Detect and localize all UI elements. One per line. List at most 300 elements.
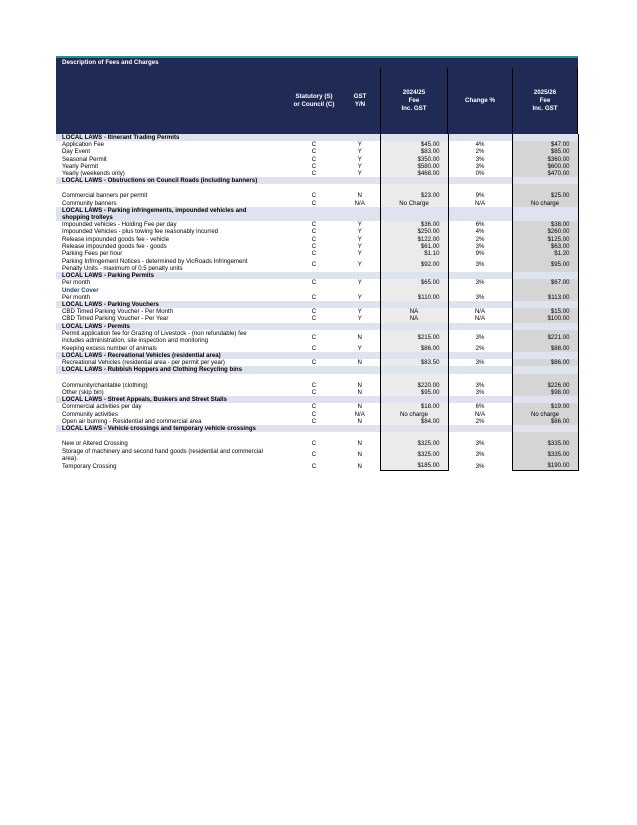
fee-description	[56, 170, 288, 177]
fee-2024-25-cell: $350.00	[380, 156, 448, 163]
fee-row	[56, 462, 578, 470]
fee-description-text: Per month	[62, 293, 91, 301]
fee-2025-26-cell	[512, 184, 578, 192]
empty-cell	[448, 366, 512, 373]
section-header-row	[56, 396, 578, 403]
fee-row	[56, 228, 578, 235]
change-percent-cell: 3%	[475, 359, 485, 367]
change-percent-cell: N/A	[474, 308, 486, 316]
empty-cell	[288, 366, 340, 373]
empty-cell	[288, 207, 340, 221]
header-statutory	[288, 68, 340, 134]
empty-cell	[56, 432, 288, 440]
change-percent-cell: 3%	[475, 155, 485, 163]
empty-cell	[448, 184, 512, 192]
gst-cell: Y	[357, 228, 362, 236]
empty-cell	[340, 323, 380, 330]
header-fee-2025-26-line2: Fee	[539, 97, 551, 104]
empty-cell	[288, 272, 340, 279]
fee-2025-26-cell: $100.00	[512, 315, 578, 322]
fee-2024-25-cell: $325.00	[380, 447, 448, 462]
fee-2024-25-cell	[380, 425, 448, 432]
fee-2025-26-cell: $98.00	[512, 389, 578, 396]
empty-cell	[340, 184, 380, 192]
section-title	[56, 134, 288, 141]
fee-2024-25-cell: $36.00	[380, 221, 448, 228]
fee-row	[56, 163, 578, 170]
section-header-row	[56, 207, 578, 221]
change-percent-cell: 3%	[475, 279, 485, 287]
gst-cell: Y	[357, 344, 362, 352]
header-gst-line2: Y/N	[354, 101, 366, 108]
section-header-row	[56, 177, 578, 184]
fee-2024-25-cell: $110.00	[380, 294, 448, 301]
statutory-cell: C	[311, 141, 317, 149]
fee-2025-26-cell: $226.00	[512, 382, 578, 389]
empty-cell	[340, 207, 380, 221]
fee-2025-26-cell	[512, 366, 578, 373]
statutory-cell: C	[311, 279, 317, 287]
gst-cell: Y	[357, 148, 362, 156]
subheading-row	[56, 287, 578, 294]
section-title-text: LOCAL LAWS - Permits	[62, 322, 130, 330]
gst-cell: N	[357, 440, 362, 448]
section-title-text: LOCAL LAWS - Itinerant Trading Permits	[62, 134, 180, 141]
section-title-text: LOCAL LAWS - Obstructions on Council Roads (including banners)	[62, 177, 258, 185]
statutory-cell: C	[311, 162, 317, 170]
fee-2024-25-cell	[380, 396, 448, 403]
empty-cell	[448, 287, 512, 294]
gst-cell: N	[357, 333, 362, 341]
fee-2025-26-cell	[512, 323, 578, 330]
empty-cell	[448, 207, 512, 221]
fee-description-text: CBD Timed Parking Voucher - Per Month	[62, 308, 174, 316]
empty-cell	[340, 396, 380, 403]
fee-row	[56, 447, 578, 462]
header-gst	[340, 68, 380, 134]
fee-description-text: Keeping excess number of animals	[62, 344, 157, 352]
fee-2025-26-cell: $88.00	[512, 345, 578, 352]
section-header-row	[56, 352, 578, 359]
fee-2025-26-cell	[512, 272, 578, 279]
spacer-row	[56, 432, 578, 440]
section-header-row	[56, 272, 578, 279]
fee-2024-25-cell: $250.00	[380, 228, 448, 235]
fees-table	[56, 56, 578, 471]
change-percent-cell: 2%	[475, 344, 485, 352]
fee-2024-25-cell	[380, 366, 448, 373]
fee-description-text-line2: area).	[62, 454, 78, 462]
fee-row	[56, 243, 578, 250]
fee-description	[56, 403, 288, 410]
fee-2025-26-cell: $15.00	[512, 308, 578, 315]
change-percent-cell: 3%	[475, 333, 485, 341]
fee-row	[56, 141, 578, 148]
fee-description	[56, 440, 288, 447]
change-percent-cell: 3%	[475, 388, 485, 396]
fee-description-text: Community banners	[62, 199, 117, 207]
fee-description	[56, 257, 288, 272]
gst-cell: N	[357, 417, 362, 425]
statutory-cell: C	[311, 192, 317, 200]
fee-2024-25-cell: $122.00	[380, 236, 448, 243]
change-percent-cell: 6%	[475, 221, 485, 229]
subheading-text: Under Cover	[62, 286, 99, 294]
fee-2024-25-cell: $23.00	[380, 192, 448, 199]
fee-2024-25-cell: $18.00	[380, 403, 448, 410]
empty-cell	[288, 134, 340, 141]
change-percent-cell: 3%	[475, 451, 485, 459]
gst-cell: Y	[357, 308, 362, 316]
fee-row	[56, 440, 578, 447]
fee-description-text: Parking Infringement Notices - determined by VicRoads Infringement	[62, 257, 248, 265]
change-percent-cell: 4%	[475, 228, 485, 236]
fee-description	[56, 279, 288, 286]
fee-description-text: Day Event	[62, 148, 91, 156]
fee-2024-25-cell: $83.50	[380, 359, 448, 366]
fee-description-text: Yearly Permit	[62, 162, 99, 170]
gst-cell: N	[357, 403, 362, 411]
change-percent-cell: 2%	[475, 235, 485, 243]
gst-cell: Y	[357, 162, 362, 170]
fee-row	[56, 294, 578, 301]
fee-row	[56, 345, 578, 352]
header-fee-2024-25	[380, 68, 448, 134]
empty-cell	[340, 272, 380, 279]
header-fee-2024-25-line3: Inc. GST	[401, 105, 427, 112]
fee-description	[56, 308, 288, 315]
empty-cell	[288, 301, 340, 308]
statutory-cell: C	[311, 403, 317, 411]
fee-2024-25-cell: $220.00	[380, 382, 448, 389]
fee-description	[56, 163, 288, 170]
fee-description	[56, 228, 288, 235]
fee-description-text: Community/charitable (clothing)	[62, 381, 148, 389]
fee-description	[56, 243, 288, 250]
statutory-cell: C	[311, 417, 317, 425]
fee-2024-25-cell	[380, 134, 448, 141]
statutory-cell: C	[311, 235, 317, 243]
fee-2024-25-cell	[380, 301, 448, 308]
fee-description	[56, 382, 288, 389]
gst-cell: N	[357, 381, 362, 389]
statutory-cell: C	[311, 228, 317, 236]
header-fee-2024-25-line1: 2024/25	[402, 89, 426, 96]
change-percent-cell: 2%	[475, 417, 485, 425]
fee-row	[56, 156, 578, 163]
fee-2024-25-cell: $325.00	[380, 440, 448, 447]
fee-description	[56, 200, 288, 207]
fee-description	[56, 315, 288, 322]
fee-row	[56, 257, 578, 272]
fee-description	[56, 462, 288, 470]
empty-cell	[448, 323, 512, 330]
empty-cell	[448, 352, 512, 359]
fee-row	[56, 148, 578, 155]
statutory-cell: C	[311, 199, 317, 207]
fee-2024-25-cell	[380, 177, 448, 184]
section-title	[56, 425, 288, 432]
fee-2024-25-cell: $468.00	[380, 170, 448, 177]
change-percent-cell: N/A	[474, 410, 486, 418]
statutory-cell: C	[311, 242, 317, 250]
fee-2025-26-cell: $360.00	[512, 156, 578, 163]
change-percent-cell: 3%	[475, 162, 485, 170]
section-title-text: LOCAL LAWS - Street Appeals, Buskers and Street Stalls	[62, 396, 227, 404]
fee-description-text: New or Altered Crossing	[62, 440, 128, 448]
fee-2024-25-cell: $185.00	[380, 462, 448, 470]
fee-2025-26-cell: $86.00	[512, 359, 578, 366]
fee-description	[56, 389, 288, 396]
gst-cell: N	[357, 192, 362, 200]
section-header-row	[56, 425, 578, 432]
fee-2024-25-cell	[380, 352, 448, 359]
fee-2025-26-cell: $190.00	[512, 462, 578, 470]
fee-description	[56, 447, 288, 462]
fee-description	[56, 294, 288, 301]
fee-2024-25-cell	[380, 272, 448, 279]
section-title	[56, 366, 288, 373]
empty-cell	[340, 287, 380, 294]
fee-2024-25-cell: No Charge	[380, 200, 448, 207]
fee-description-text: Release impounded goods fee - goods	[62, 242, 167, 250]
fee-row	[56, 279, 578, 286]
statutory-cell: C	[311, 333, 317, 341]
fee-2025-26-cell: $470.00	[512, 170, 578, 177]
fee-2025-26-cell: $113.00	[512, 294, 578, 301]
fee-2025-26-cell	[512, 134, 578, 141]
fee-2024-25-cell	[380, 287, 448, 294]
section-title-text: LOCAL LAWS - Rubbish Hoppers and Clothing Recycling bins	[62, 366, 242, 374]
section-title	[56, 177, 288, 184]
fee-2025-26-cell: $38.00	[512, 221, 578, 228]
fee-row	[56, 315, 578, 322]
fee-2025-26-cell	[512, 374, 578, 382]
gst-cell: Y	[357, 155, 362, 163]
fee-2025-26-cell: $221.00	[512, 330, 578, 345]
fee-description	[56, 236, 288, 243]
fee-2024-25-cell: No charge	[380, 411, 448, 418]
fee-2024-25-cell: $95.00	[380, 389, 448, 396]
empty-cell	[340, 134, 380, 141]
gst-cell: N/A	[354, 199, 365, 207]
header-statutory-line1: Statutory (S)	[295, 93, 333, 100]
fee-row	[56, 389, 578, 396]
fee-row	[56, 250, 578, 257]
fee-2025-26-cell	[512, 432, 578, 440]
section-title-text: LOCAL LAWS - Parking Vouchers	[62, 301, 159, 309]
empty-cell	[288, 287, 340, 294]
empty-cell	[340, 425, 380, 432]
section-header-row	[56, 301, 578, 308]
fee-description	[56, 411, 288, 418]
change-percent-cell: 3%	[475, 462, 485, 470]
fee-row	[56, 403, 578, 410]
gst-cell: Y	[357, 235, 362, 243]
gst-cell: N/A	[354, 410, 365, 418]
statutory-cell: C	[311, 221, 317, 229]
change-percent-cell: N/A	[474, 315, 486, 323]
fee-description	[56, 141, 288, 148]
empty-cell	[340, 301, 380, 308]
empty-cell	[340, 374, 380, 382]
fee-description-text: Open air burning - Residential and commercial area	[62, 417, 202, 425]
fee-2025-26-cell: $335.00	[512, 447, 578, 462]
fee-row	[56, 308, 578, 315]
fee-description	[56, 156, 288, 163]
fee-2025-26-cell: $85.00	[512, 148, 578, 155]
statutory-cell: C	[311, 148, 317, 156]
statutory-cell: C	[311, 155, 317, 163]
change-percent-cell: N/A	[474, 199, 486, 207]
change-percent-cell: 3%	[475, 293, 485, 301]
fee-description-text: Permit application fee for Grazing of Livestock - (non refundable) fee	[62, 330, 247, 338]
change-percent-cell: 9%	[475, 250, 485, 258]
statutory-cell: C	[311, 451, 317, 459]
fee-description-text-line2: includes administration, site inspection and monitoring	[62, 337, 208, 345]
statutory-cell: C	[311, 261, 317, 269]
gst-cell: N	[357, 359, 362, 367]
fee-2025-26-cell: $260.00	[512, 228, 578, 235]
empty-cell	[340, 352, 380, 359]
statutory-cell: C	[311, 293, 317, 301]
gst-cell: N	[357, 451, 362, 459]
fee-2025-26-cell: $335.00	[512, 440, 578, 447]
fee-description-text: Commercial banners per permit	[62, 192, 148, 200]
fee-description	[56, 221, 288, 228]
fee-description	[56, 148, 288, 155]
empty-cell	[288, 425, 340, 432]
fee-2025-26-cell: $47.00	[512, 141, 578, 148]
empty-cell	[448, 374, 512, 382]
statutory-cell: C	[311, 359, 317, 367]
header-fee-2025-26-line3: Inc. GST	[532, 105, 558, 112]
spacer-row	[56, 374, 578, 382]
header-change	[448, 68, 512, 134]
change-percent-cell: 6%	[475, 403, 485, 411]
empty-cell	[448, 134, 512, 141]
statutory-cell: C	[311, 388, 317, 396]
fee-description-text: Parking Fees per hour	[62, 250, 123, 258]
section-title-text-line2: shopping trolleys	[62, 214, 113, 222]
empty-cell	[448, 177, 512, 184]
fee-row	[56, 236, 578, 243]
fee-description-text: Seasonal Permit	[62, 155, 107, 163]
fee-description-text-line2: Penalty Units - maximum of 0.5 penalty units	[62, 264, 183, 272]
fee-description-text: Release impounded goods fee - vehicle	[62, 235, 170, 243]
fee-description	[56, 418, 288, 425]
gst-cell: Y	[357, 315, 362, 323]
section-title	[56, 396, 288, 403]
fee-2024-25-cell: $61.00	[380, 243, 448, 250]
section-header-row	[56, 366, 578, 373]
fee-description-text: Recreational Vehicles (residential area - per permit per year)	[62, 359, 225, 367]
gst-cell: N	[357, 462, 362, 470]
header-change-line1: Change %	[465, 97, 495, 104]
fee-row	[56, 418, 578, 425]
fee-2025-26-cell: No charge	[512, 200, 578, 207]
empty-cell	[448, 425, 512, 432]
empty-cell	[288, 432, 340, 440]
fee-row	[56, 200, 578, 207]
section-title-text: LOCAL LAWS - Parking Permits	[62, 272, 154, 280]
fee-description-text: Impounded Vehicles - plus towing fee reasonably incurred	[62, 228, 219, 236]
table-title-text: Description of Fees and Charges	[62, 59, 159, 66]
empty-cell	[448, 272, 512, 279]
fee-2025-26-cell	[512, 207, 578, 221]
section-title-text: LOCAL LAWS - Vehicle crossings and temporary vehicle crossings	[62, 424, 256, 432]
fee-2024-25-cell	[380, 207, 448, 221]
change-percent-cell: 0%	[475, 170, 485, 178]
fee-description	[56, 192, 288, 199]
fee-2025-26-cell	[512, 425, 578, 432]
empty-cell	[288, 323, 340, 330]
fee-2025-26-cell: $67.00	[512, 279, 578, 286]
fee-row	[56, 330, 578, 345]
statutory-cell: C	[311, 315, 317, 323]
empty-cell	[340, 366, 380, 373]
empty-cell	[288, 177, 340, 184]
fee-2024-25-cell: $45.00	[380, 141, 448, 148]
section-title	[56, 207, 288, 221]
fee-description-text: Other (skip bin)	[62, 388, 104, 396]
fee-description-text: Application Fee	[62, 141, 105, 149]
statutory-cell: C	[311, 170, 317, 178]
fee-description-text: Storage of machinery and second hand goods (residential and commercial	[62, 447, 263, 455]
fee-description	[56, 359, 288, 366]
statutory-cell: C	[311, 250, 317, 258]
fee-description-text: Impounded vehicles - Holding Fee per day	[62, 221, 177, 229]
empty-cell	[448, 301, 512, 308]
header-row	[56, 68, 578, 134]
fee-description	[56, 250, 288, 257]
fee-row	[56, 170, 578, 177]
fee-description-text: Community activities	[62, 410, 118, 418]
fee-2024-25-cell: $580.00	[380, 163, 448, 170]
fee-2024-25-cell: $92.00	[380, 257, 448, 272]
empty-cell	[288, 184, 340, 192]
fee-2024-25-cell: $86.00	[380, 345, 448, 352]
fee-description-text: Per month	[62, 279, 91, 287]
empty-cell	[56, 374, 288, 382]
fee-description	[56, 345, 288, 352]
section-title	[56, 301, 288, 308]
fees-table-body	[56, 134, 579, 471]
change-percent-cell: 3%	[475, 261, 485, 269]
header-statutory-line2: or Council (C)	[293, 101, 335, 108]
table-title	[56, 58, 578, 68]
change-percent-cell: 4%	[475, 141, 485, 149]
fee-2024-25-cell	[380, 432, 448, 440]
change-percent-cell: 3%	[475, 381, 485, 389]
empty-cell	[448, 396, 512, 403]
fee-2025-26-cell	[512, 301, 578, 308]
spacer-row	[56, 184, 578, 192]
statutory-cell: C	[311, 410, 317, 418]
gst-cell: Y	[357, 242, 362, 250]
section-title-text: LOCAL LAWS - Parking infringements, impounded vehicles and	[62, 206, 247, 214]
change-percent-cell: 2%	[475, 148, 485, 156]
section-title	[56, 272, 288, 279]
fee-row	[56, 221, 578, 228]
change-percent-cell: 3%	[475, 242, 485, 250]
fee-2025-26-cell: No charge	[512, 411, 578, 418]
fee-description-text: Temporary Crossing	[62, 462, 117, 470]
fee-row	[56, 192, 578, 199]
gst-cell: Y	[357, 170, 362, 178]
fee-2025-26-cell	[512, 287, 578, 294]
fee-2024-25-cell	[380, 374, 448, 382]
